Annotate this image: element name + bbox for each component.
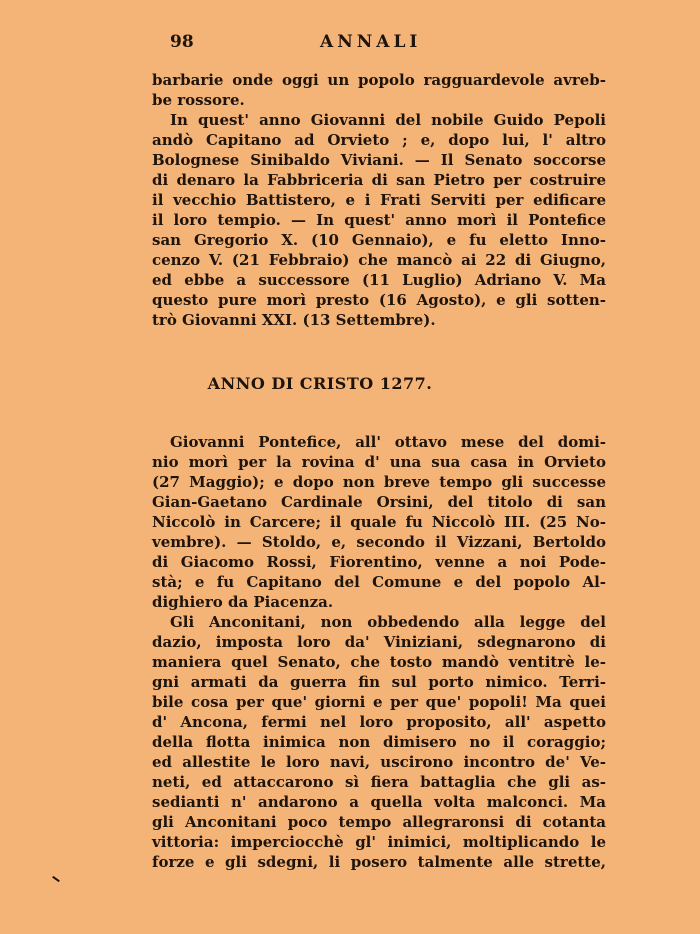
text-line: maniera quel Senato, che tosto mandò ventitrè le- bbox=[152, 653, 606, 671]
text-line: cenzo V. (21 Febbraio) che mancò ai 22 di Giugno, bbox=[152, 251, 606, 269]
text-line: (27 Maggio); e dopo non breve tempo gli successe bbox=[152, 473, 606, 491]
text-line: Gian-Gaetano Cardinale Orsini, del titolo di san bbox=[152, 493, 606, 511]
text-line: sedianti n' andarono a quella volta malconci. Ma bbox=[152, 793, 606, 811]
text-line: d' Ancona, fermi nel loro proposito, all' aspetto bbox=[152, 713, 606, 731]
text-line: della flotta inimica non dimisero no il coraggio; bbox=[152, 733, 606, 751]
section-heading: ANNO DI CRISTO 1277. bbox=[207, 374, 433, 393]
text-line: bile cosa per que' giorni e per que' popoli! Ma quei bbox=[152, 693, 606, 711]
text-line: il vecchio Battistero, e i Frati Serviti per edificare bbox=[152, 191, 606, 209]
ink-speck bbox=[52, 876, 60, 882]
text-line: dighiero da Piacenza. bbox=[152, 593, 334, 611]
text-line: gli Anconitani poco tempo allegraronsi di cotanta bbox=[152, 813, 606, 831]
text-line: vittoria: imperciocchè gl' inimici, moltiplicando le bbox=[152, 833, 606, 851]
text-line: barbarie onde oggi un popolo ragguardevole avreb- bbox=[152, 71, 606, 89]
text-line: gni armati da guerra fin sul porto nimico. Terri- bbox=[152, 673, 606, 691]
text-line: Niccolò in Carcere; il quale fu Niccolò III. (25 No- bbox=[152, 513, 606, 531]
text-line: il loro tempio. — In quest' anno morì il Pontefice bbox=[152, 211, 606, 229]
text-line: nio morì per la rovina d' una sua casa in Orvieto bbox=[152, 453, 606, 471]
text-line: san Gregorio X. (10 Gennaio), e fu eletto Inno- bbox=[152, 231, 606, 249]
text-line: di Giacomo Rossi, Fiorentino, venne a noi Pode- bbox=[152, 553, 606, 571]
text-line: Bolognese Sinibaldo Viviani. — Il Senato soccorse bbox=[152, 151, 606, 169]
text-line: dazio, imposta loro da' Viniziani, sdegnarono di bbox=[152, 633, 606, 651]
paragraph-1 bbox=[152, 70, 606, 330]
paragraph-2 bbox=[152, 432, 606, 872]
running-title: ANNALI bbox=[320, 32, 422, 52]
text-line: trò Giovanni XXI. (13 Settembre). bbox=[152, 311, 436, 329]
page-header bbox=[170, 32, 610, 56]
text-line: ed ebbe a successore (11 Luglio) Adriano V. Ma bbox=[152, 271, 606, 289]
text-line: di denaro la Fabbriceria di san Pietro per costruire bbox=[152, 171, 606, 189]
text-line: questo pure morì presto (16 Agosto), e gli sotten- bbox=[152, 291, 606, 309]
text-line: forze e gli sdegni, li posero talmente alle strette, bbox=[152, 853, 606, 871]
text-line: ed allestite le loro navi, uscirono incontro de' Ve- bbox=[152, 753, 606, 771]
text-line: In quest' anno Giovanni del nobile Guido Pepoli bbox=[170, 111, 606, 129]
text-line: Gli Anconitani, non obbedendo alla legge del bbox=[170, 613, 606, 631]
page-number: 98 bbox=[170, 32, 194, 52]
text-line: Giovanni Pontefice, all' ottavo mese del domi- bbox=[170, 433, 606, 451]
text-line: vembre). — Stoldo, e, secondo il Vizzani, Bertoldo bbox=[152, 533, 606, 551]
text-line: stà; e fu Capitano del Comune e del popolo Al- bbox=[152, 573, 606, 591]
text-line: andò Capitano ad Orvieto ; e, dopo lui, l' altro bbox=[152, 131, 606, 149]
text-line: neti, ed attaccarono sì fiera battaglia che gli as- bbox=[152, 773, 606, 791]
text-line: be rossore. bbox=[152, 91, 245, 109]
